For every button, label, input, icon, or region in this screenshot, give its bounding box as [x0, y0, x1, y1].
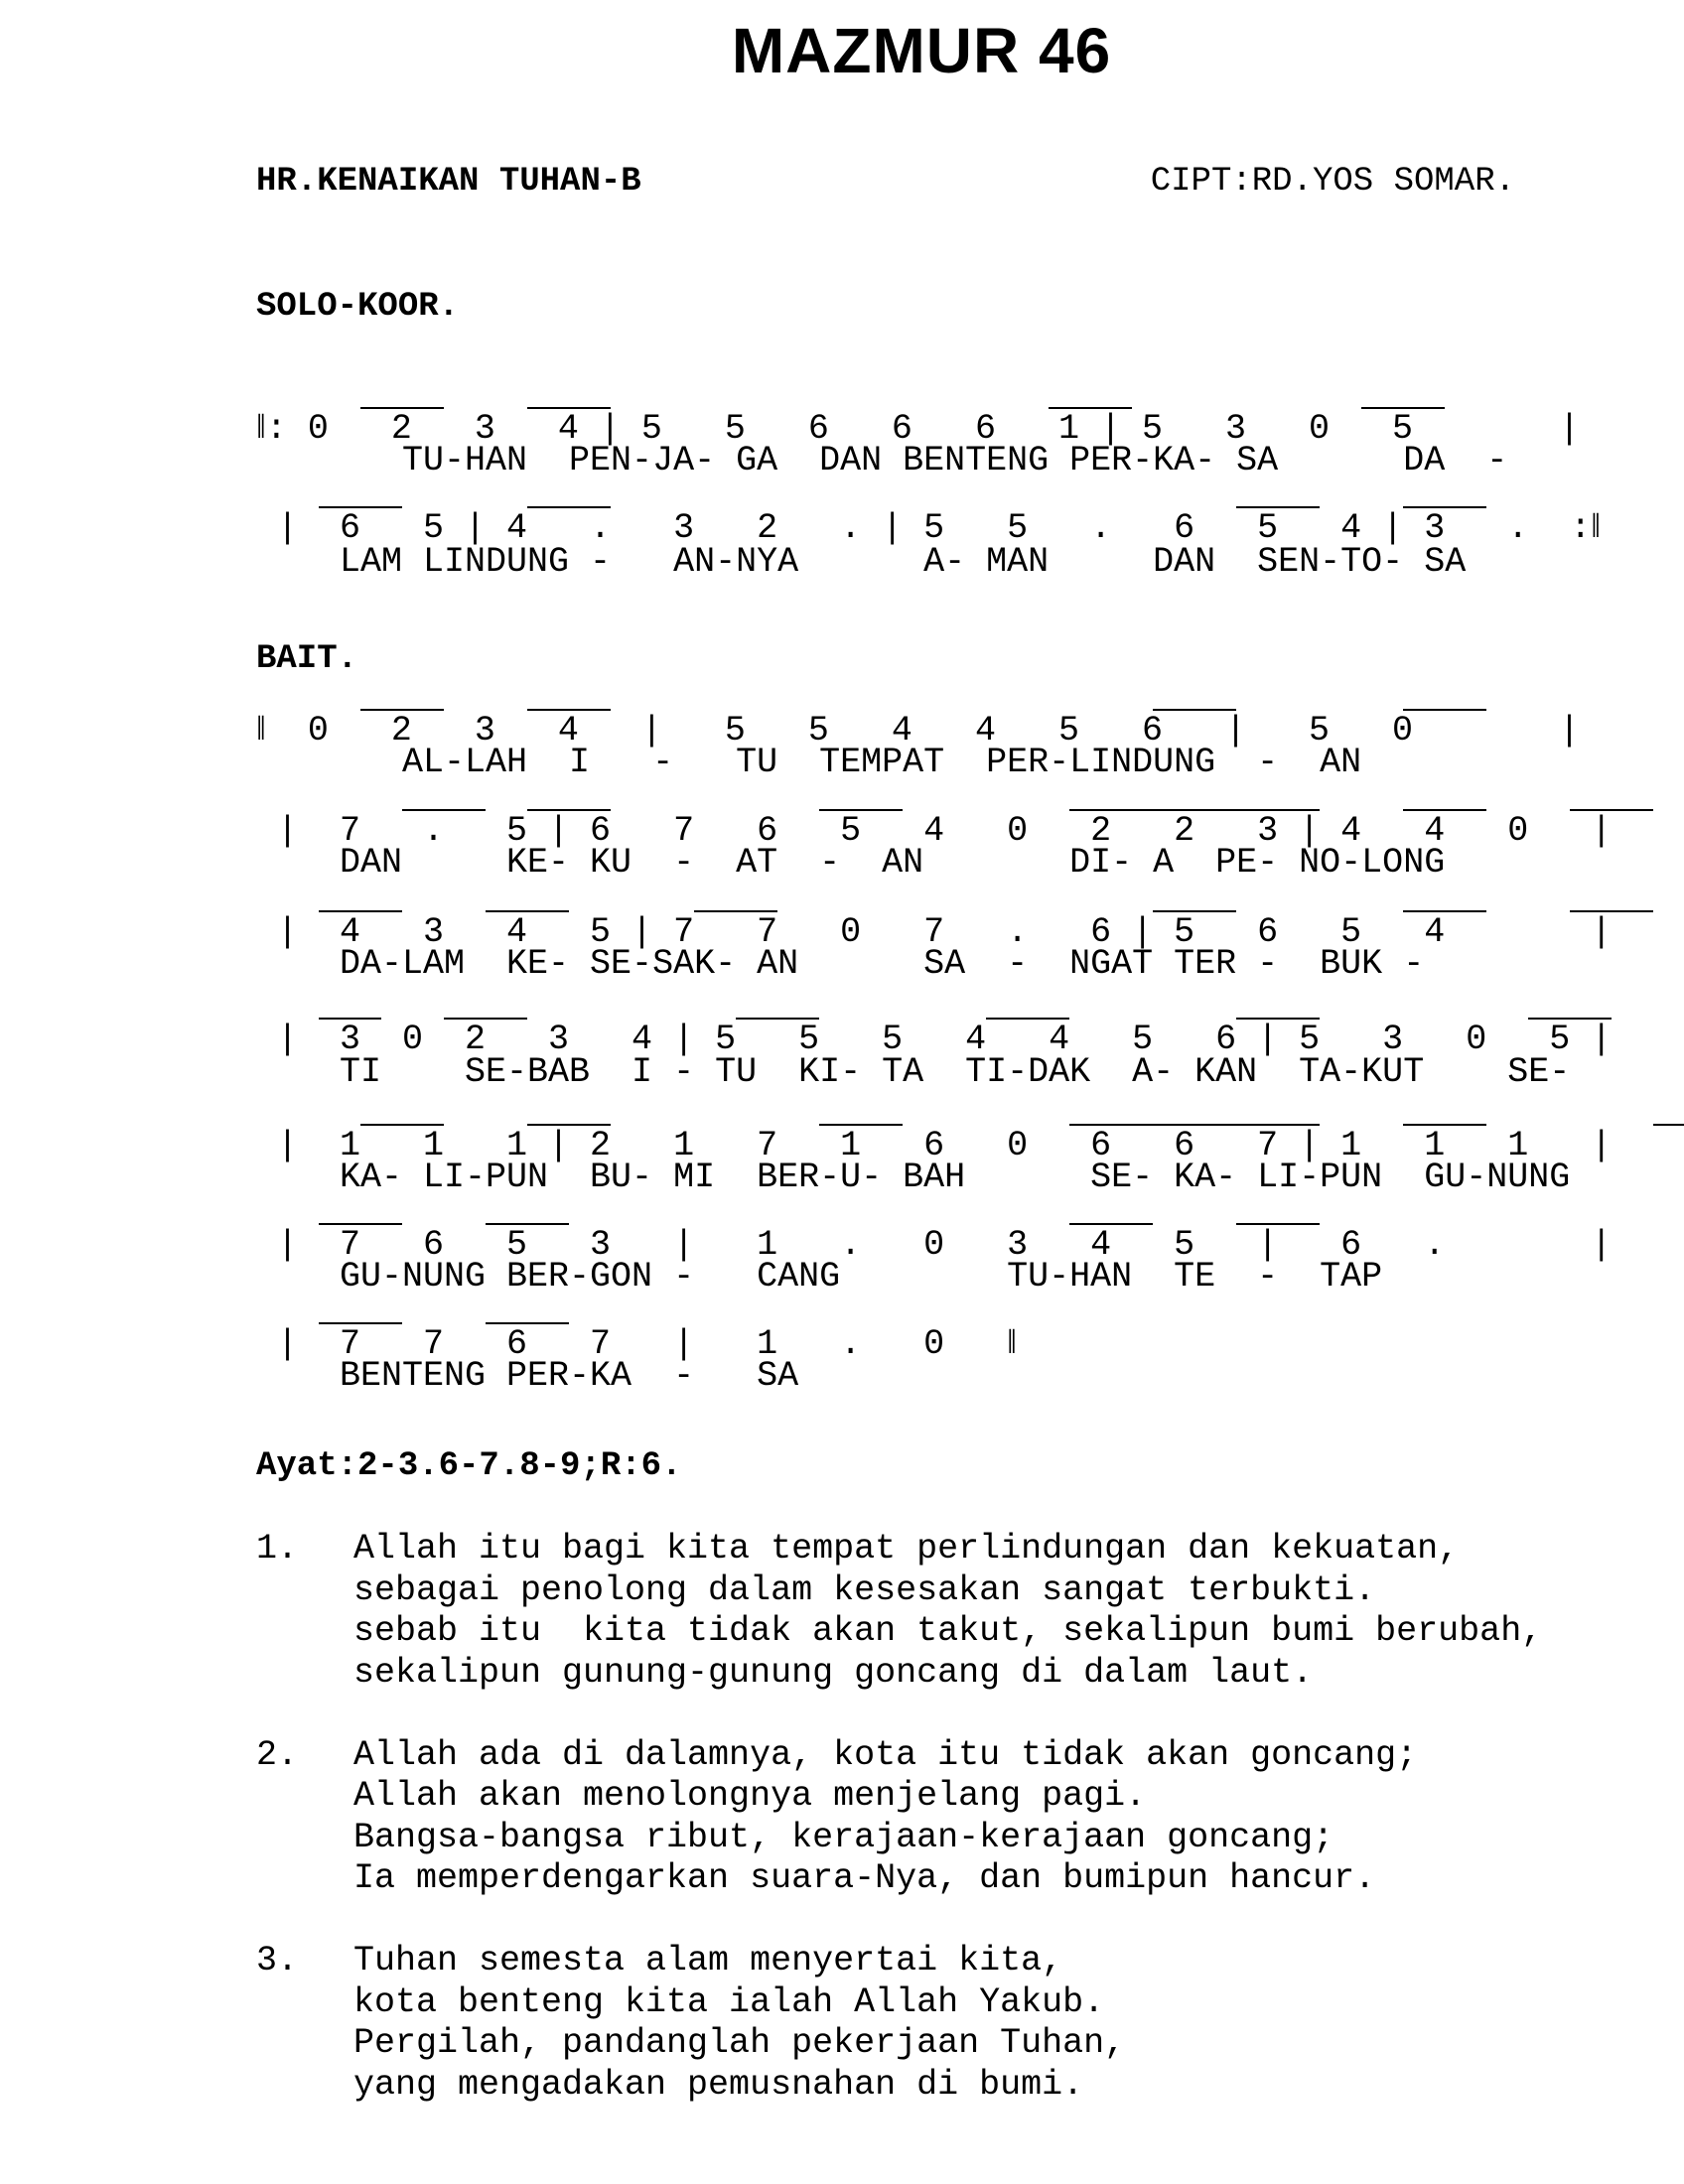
verse-number: 1.: [256, 1529, 299, 1569]
verse-notes-4: | 3 0 2 3 4 | 5 5 5 4 4 5 6 | 5 3 0 5 |: [256, 1020, 1613, 1059]
refrain-lyrics-2: LAM LINDUNG - AN-NYA A- MAN DAN SEN-TO- SA: [256, 542, 1467, 582]
verse-lyrics-6: GU-NUNG BER-GON - CANG TU-HAN TE - TAP: [256, 1257, 1383, 1297]
verse-notes-1: ‖ 0 2 3 4 | 5 5 4 4 5 6 | 5 0 |: [256, 711, 1581, 751]
occasion-label: HR.KENAIKAN TUHAN-B: [256, 163, 641, 201]
verse-notes-3: | 4 3 4 5 | 7 7 0 7 . 6 | 5 6 5 4 |: [256, 912, 1613, 952]
verse-lyrics-5: KA- LI-PUN BU- MI BER-U- BAH SE- KA- LI-PUN GU-NUNG: [256, 1158, 1571, 1197]
verse-notes-7: | 7 7 6 7 | 1 . 0 ‖: [256, 1324, 1017, 1364]
refrain-notes-1: ‖: 0 2 3 4 | 5 5 6 6 6 1 | 5 3 0 5 |: [256, 409, 1581, 449]
verse-notes-2: | 7 . 5 | 6 7 6 5 4 0 2 2 3 | 4 4 0 |: [256, 811, 1613, 851]
verse-item: [256, 1735, 1542, 1900]
verse-line: kota benteng kita ialah Allah Yakub.: [353, 1981, 1105, 2022]
verse-notes-5: | 1 1 1 | 2 1 7 1 6 0 6 6 7 | 1 1 1 |: [256, 1126, 1613, 1165]
verse-lyrics-1: AL-LAH I - TU TEMPAT PER-LINDUNG - AN: [256, 743, 1362, 782]
verse-line: Bangsa-bangsa ribut, kerajaan-kerajaan goncang;: [353, 1817, 1334, 1857]
verse-item: [256, 1941, 1542, 2106]
page-title: MAZMUR 46: [731, 15, 1112, 86]
verse-line: sebagai penolong dalam kesesakan sangat terbukti.: [353, 1570, 1376, 1610]
verse-line: Allah akan menolongnya menjelang pagi.: [353, 1776, 1147, 1816]
ayat-reference: Ayat:2-3.6-7.8-9;R:6.: [256, 1447, 682, 1485]
verse-line: Allah ada di dalamnya, kota itu tidak akan goncang;: [353, 1734, 1418, 1775]
verse-lyrics-3: DA-LAM KE- SE-SAK- AN SA - NGAT TER - BUK -: [256, 944, 1425, 984]
psalm-verses: [256, 1529, 1542, 2147]
verse-line: yang mengadakan pemusnahan di bumi.: [353, 2064, 1084, 2105]
verse-line: Tuhan semesta alam menyertai kita,: [353, 1941, 1063, 1980]
refrain-notes-2: | 6 5 | 4 . 3 2 . | 5 5 . 6 5 4 | 3 . :‖: [256, 508, 1602, 548]
verse-lyrics-2: DAN KE- KU - AT - AN DI- A PE- NO-LONG: [256, 843, 1446, 883]
verse-notes-6: | 7 6 5 3 | 1 . 0 3 4 5 | 6 . |: [256, 1225, 1613, 1265]
verse-lyrics-4: TI SE-BAB I - TU KI- TA TI-DAK A- KAN TA-KUT SE-: [256, 1052, 1571, 1092]
verse-line: sebab itu kita tidak akan takut, sekalipun bumi berubah,: [353, 1611, 1543, 1651]
verse-number: 2.: [256, 1734, 299, 1775]
refrain-lyrics-1: TU-HAN PEN-JA- GA DAN BENTENG PER-KA- SA DA -: [256, 441, 1508, 480]
music-score: [256, 392, 1613, 1554]
verse-lyrics-7: BENTENG PER-KA - SA: [256, 1356, 799, 1396]
verse-line: Allah itu bagi kita tempat perlindungan dan kekuatan,: [353, 1529, 1460, 1569]
verse-line: Pergilah, pandanglah pekerjaan Tuhan,: [353, 2023, 1126, 2063]
verse-line: sekalipun gunung-gunung goncang di dalam laut.: [353, 1652, 1314, 1693]
verse-number: 3.: [256, 1941, 299, 1980]
verse-label: BAIT.: [256, 640, 358, 678]
composer-credit: CIPT:RD.YOS SOMAR.: [1150, 163, 1515, 201]
verse-line: Ia memperdengarkan suara-Nya, dan bumipun hancur.: [353, 1858, 1376, 1898]
verse-item: [256, 1529, 1542, 1694]
refrain-label: SOLO-KOOR.: [256, 288, 460, 326]
